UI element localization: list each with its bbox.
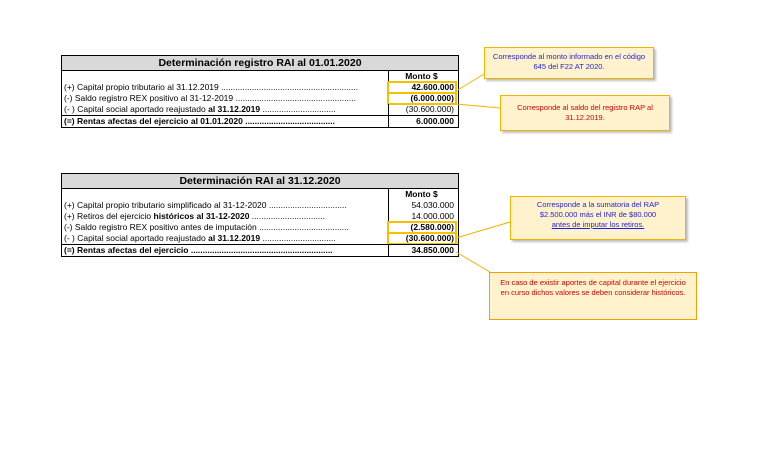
connector-note3 — [456, 222, 510, 238]
table2-header-row — [62, 189, 458, 200]
table1-row3-value: (30.600.000) — [388, 104, 456, 115]
table1-row2-value: (6.000.000) — [388, 93, 456, 104]
table2-row1-value: 54.030.000 — [388, 200, 456, 211]
table1-title: Determinación registro RAI al 01.01.2020 — [61, 55, 459, 71]
table-row — [62, 93, 458, 104]
table2-row1-label: (+) Capital propio tributario simplificado al 31-12-2020 ................................. — [64, 200, 347, 210]
table2-column-header: Monto $ — [388, 189, 456, 200]
table1-total-label: (=) Rentas afectas del ejercicio al 01.01.2020 ...................................... — [64, 116, 335, 126]
callout-note-saldo-rap — [500, 95, 670, 131]
table1-row2-label: (-) Saldo registro REX positivo al 31-12-2019 ................................................... — [64, 93, 356, 103]
table-row — [62, 233, 458, 244]
table-rai-31-12-2020 — [61, 173, 459, 257]
callout-note-sumatoria-rap — [510, 196, 686, 240]
table2-title: Determinación RAI al 31.12.2020 — [61, 173, 459, 189]
table1-total-value: 6.000.000 — [388, 116, 456, 127]
table1-header-row — [62, 71, 458, 82]
table2-row2-value: 14.000.000 — [388, 211, 456, 222]
note3-line2: $2.500.000 más el INR de $80.000 — [539, 210, 657, 219]
table-row — [62, 104, 458, 115]
table2-total-value: 34.850.000 — [388, 245, 456, 256]
table-row — [62, 211, 458, 222]
note3-line1: Corresponde a la sumatoria del RAP — [536, 200, 660, 209]
table-row-total — [62, 115, 458, 128]
table2-row3-label: (-) Saldo registro REX positivo antes de imputación ...................................... — [64, 222, 349, 232]
callout-note-codigo-645 — [484, 47, 654, 79]
table-row — [62, 200, 458, 211]
table2-total-label: (=) Rentas afectas del ejercicio ............................................................ — [64, 245, 333, 255]
callout-note-aportes-capital — [489, 272, 697, 320]
table2-row2-label: (+) Retiros del ejercicio históricos al 31-12-2020 ............................... — [64, 211, 326, 221]
table1-row1-value: 42.600.000 — [388, 82, 456, 93]
table-row — [62, 222, 458, 233]
connector-note2 — [456, 104, 500, 108]
connector-note4 — [456, 252, 490, 272]
table1-row3-label: (- ) Capital social aportado reajustado al 31.12.2019 ............................... — [64, 104, 336, 114]
note3-line3: antes de imputar los retiros. — [551, 220, 645, 229]
table1-row1-label: (+) Capital propio tributario al 31.12.2019 .......................................................... — [64, 82, 359, 92]
table-rai-01-01-2020 — [61, 55, 459, 128]
table1-column-header: Monto $ — [388, 71, 456, 82]
table-row-total — [62, 244, 458, 257]
connector-note1 — [456, 74, 484, 91]
table2-row4-label: (- ) Capital social aportado reajustado al 31.12.2019 ............................... — [64, 233, 336, 243]
note4-text: En caso de existir aportes de capital durante el ejercicio en curso dichos valores se deben considerar históricos. — [500, 278, 686, 297]
note2-text: Corresponde al saldo del registro RAP al 31.12.2019. — [517, 103, 653, 122]
table2-row3-value: (2.580.000) — [388, 222, 456, 233]
table2-row4-value: (30.600.000) — [388, 233, 456, 244]
note1-text: Corresponde al monto informado en el código 645 del F22 AT 2020. — [492, 52, 646, 71]
table-row — [62, 82, 458, 93]
